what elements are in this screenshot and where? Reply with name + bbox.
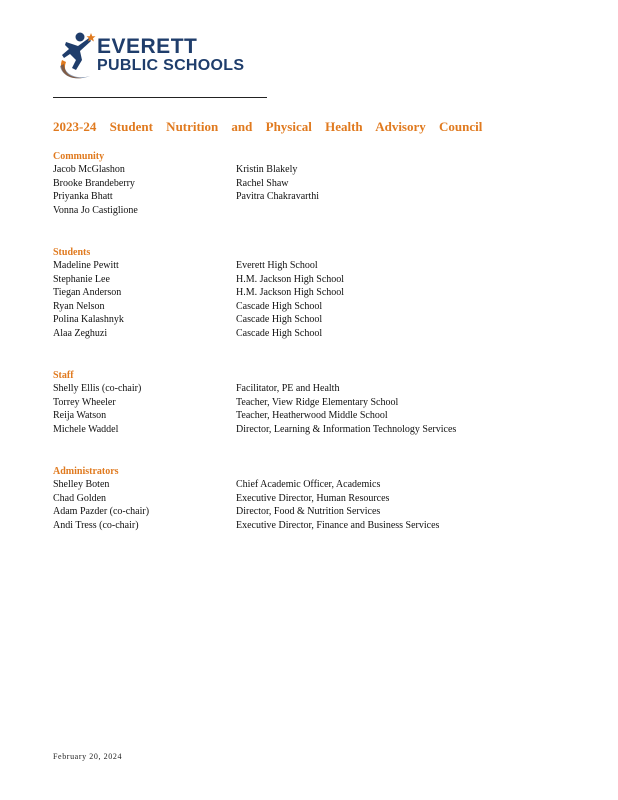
member-name: Rachel Shaw <box>236 177 289 189</box>
member-row <box>53 259 573 273</box>
section-students <box>53 246 573 341</box>
member-school: H.M. Jackson High School <box>236 273 345 285</box>
member-name: Vonna Jo Castiglione <box>53 204 138 216</box>
member-row <box>53 423 573 437</box>
member-row <box>53 327 573 341</box>
member-name: Alaa Zeghuzi <box>53 327 108 339</box>
member-role: Executive Director, Human Resources <box>236 492 390 504</box>
member-school: Everett High School <box>236 260 318 271</box>
member-row <box>53 177 573 191</box>
member-row <box>53 396 573 410</box>
section-heading: Administrators <box>53 466 119 477</box>
district-logo <box>56 30 266 85</box>
member-row <box>53 492 573 506</box>
section-heading: Staff <box>53 370 74 381</box>
member-name: Kristin Blakely <box>236 164 298 175</box>
member-name: Polina Kalashnyk <box>53 314 124 326</box>
member-role: Executive Director, Finance and Business Services <box>236 519 440 531</box>
member-role: Teacher, View Ridge Elementary School <box>236 396 399 408</box>
member-name: Torrey Wheeler <box>53 396 116 408</box>
section-heading: Community <box>53 151 105 162</box>
section-heading: Students <box>53 247 91 258</box>
runner-icon <box>56 30 98 82</box>
document-title: 2023-24 Student Nutrition and Physical Health Advisory Council <box>53 119 483 134</box>
member-name: Michele Waddel <box>53 423 119 435</box>
member-row <box>53 190 573 204</box>
member-name: Shelly Ellis (co-chair) <box>53 383 142 394</box>
member-name: Tiegan Anderson <box>53 287 122 299</box>
member-school: H.M. Jackson High School <box>236 287 345 299</box>
member-role: Director, Learning & Information Technology Services <box>236 423 457 435</box>
member-row <box>53 382 573 396</box>
member-row <box>53 409 573 423</box>
member-row <box>53 204 573 218</box>
member-name: Chad Golden <box>53 492 107 504</box>
member-name: Madeline Pewitt <box>53 260 119 271</box>
member-row <box>53 505 573 519</box>
member-row <box>53 273 573 287</box>
logo-text-everett: EVERETT <box>97 35 198 58</box>
section-staff <box>53 369 573 436</box>
section-administrators <box>53 465 573 532</box>
member-name: Brooke Brandeberry <box>53 177 135 189</box>
member-row <box>53 300 573 314</box>
member-name: Andi Tress (co-chair) <box>53 519 139 531</box>
member-name <box>236 204 573 218</box>
member-row <box>53 163 573 177</box>
member-role: Facilitator, PE and Health <box>236 383 340 394</box>
member-name: Ryan Nelson <box>53 300 105 312</box>
member-role: Director, Food & Nutrition Services <box>236 506 381 518</box>
member-row <box>53 286 573 300</box>
member-role: Chief Academic Officer, Academics <box>236 479 381 490</box>
member-name: Shelley Boten <box>53 479 110 490</box>
logo-text-public-schools: PUBLIC SCHOOLS <box>97 57 245 74</box>
section-community <box>53 150 573 217</box>
member-role: Teacher, Heatherwood Middle School <box>236 410 388 422</box>
member-name: Pavitra Chakravarthi <box>236 191 320 203</box>
member-row <box>53 519 573 533</box>
member-school: Cascade High School <box>236 327 323 339</box>
member-name: Adam Pazder (co-chair) <box>53 506 150 518</box>
member-name: Priyanka Bhatt <box>53 191 113 203</box>
member-school: Cascade High School <box>236 300 323 312</box>
header-rule <box>53 97 267 98</box>
member-row <box>53 313 573 327</box>
member-name: Stephanie Lee <box>53 273 110 285</box>
member-name: Jacob McGlashon <box>53 164 125 175</box>
member-name: Reija Watson <box>53 410 107 422</box>
member-school: Cascade High School <box>236 314 323 326</box>
footer-date: February 20, 2024 <box>53 752 123 761</box>
member-row <box>53 478 573 492</box>
